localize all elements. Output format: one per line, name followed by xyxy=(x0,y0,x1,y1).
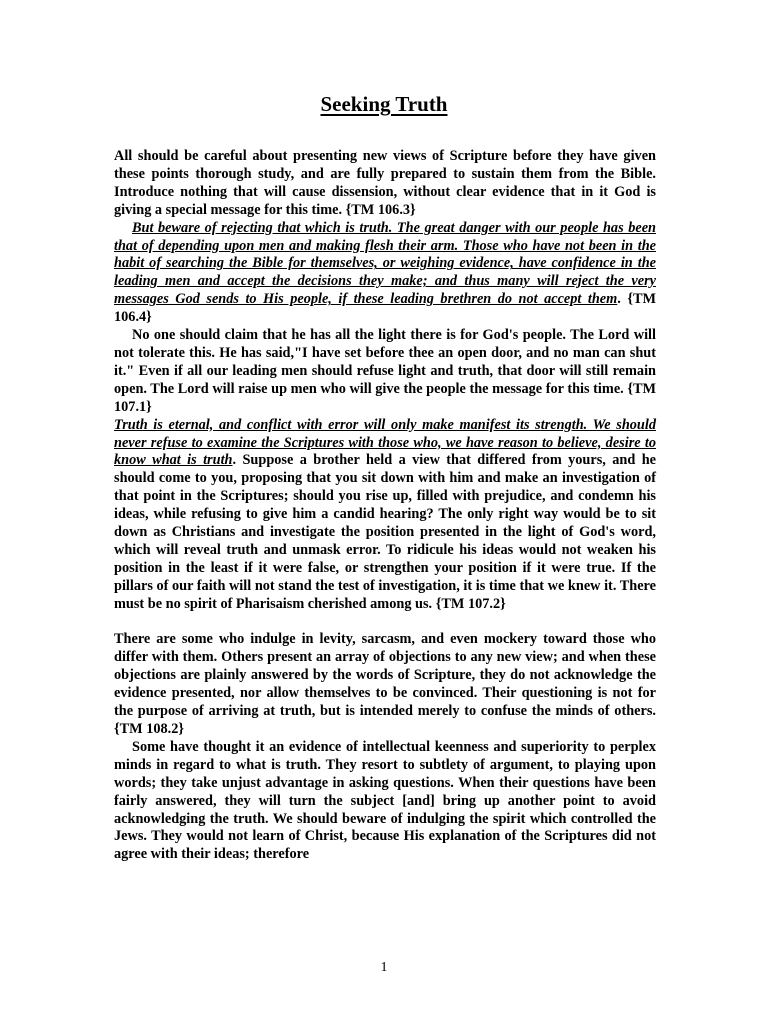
paragraph-tm-107-2 xyxy=(114,417,656,614)
paragraph-text: No one should claim that he has all the light there is for God's people. The Lord will not tolerate this. He has said,"I have set before thee an open door, and no man can shut it." Even if all our leading men should refuse light and truth, that door will still remain open. The Lord will raise up men who will give the people the message for this time. {TM 107.1} xyxy=(114,327,656,415)
underlined-emphasis-text: But beware of rejecting that which is truth. The great danger with our people has been that of depending upon men and making flesh their arm. Those who have not been in the habit of searching the Bible for themselves, or weighing evidence, have confidence in the leading men and accept the decisions they make; and thus many will reject the very messages God sends to His people, if these leading brethren do not accept them xyxy=(114,219,656,308)
paragraph-tm-108-2 xyxy=(114,631,656,738)
paragraph-text: . Suppose a brother held a view that differed from yours, and he should come to you, proposing that you sit down with him and make an investigation of that point in the Scriptures; should you rise up, filled with prejudice, and condemn his ideas, while refusing to give him a candid hearing? The only right way would be to sit down as Christians and investigate the position presented in the light of God's word, which will reveal truth and unmask error. To ridicule his ideas would not weaken his position in the least if it were false, or strengthen your position if it were true. If the pillars of our faith will not stand the test of investigation, it is time that we knew it. There must be no spirit of Pharisaism cherished among us. {TM 107.2} xyxy=(114,452,656,612)
page-number: 1 xyxy=(380,960,388,975)
paragraph-tm-106-4 xyxy=(114,220,656,327)
document-body xyxy=(114,148,656,864)
underlined-emphasis-text: Truth is eternal, and conflict with error will only make manifest its strength. We should never refuse to examine the Scriptures with those who, we have reason to believe, desire to know what is truth xyxy=(114,416,656,469)
paragraph-tm-106-3 xyxy=(114,148,656,220)
paragraph-text: Some have thought it an evidence of intellectual keenness and superiority to perplex minds in regard to what is truth. They resort to subtlety of argument, to playing upon words; they take unjust advantage in asking questions. When their questions have been fairly answered, they will turn the subject [and] bring up another point to avoid acknowledging the truth. We should beware of indulging the spirit which controlled the Jews. They would not learn of Christ, because His explanation of the Scriptures did not agree with their ideas; therefore xyxy=(114,738,656,863)
paragraph-tm-107-1 xyxy=(114,327,656,417)
paragraph-text: There are some who indulge in levity, sarcasm, and even mockery toward those who differ with them. Others present an array of objections to any new view; and when these objections are plainly answered by the words of Scripture, they do not acknowledge the evidence presented, nor allow themselves to be convinced. Their questioning is not for the purpose of arriving at truth, but is intended merely to confuse the minds of others. {TM 108.2} xyxy=(114,631,656,737)
reference-text: . {TM 106.4} xyxy=(114,291,656,326)
paragraph-continued xyxy=(114,739,656,864)
document-title: Seeking Truth xyxy=(320,92,448,116)
paragraph-text: All should be careful about presenting new views of Scripture before they have given these points thorough study, and are fully prepared to sustain them from the Bible. Introduce nothing that will cause dissension, without clear evidence that in it God is giving a special message for this time. {TM 106.3} xyxy=(114,148,656,218)
